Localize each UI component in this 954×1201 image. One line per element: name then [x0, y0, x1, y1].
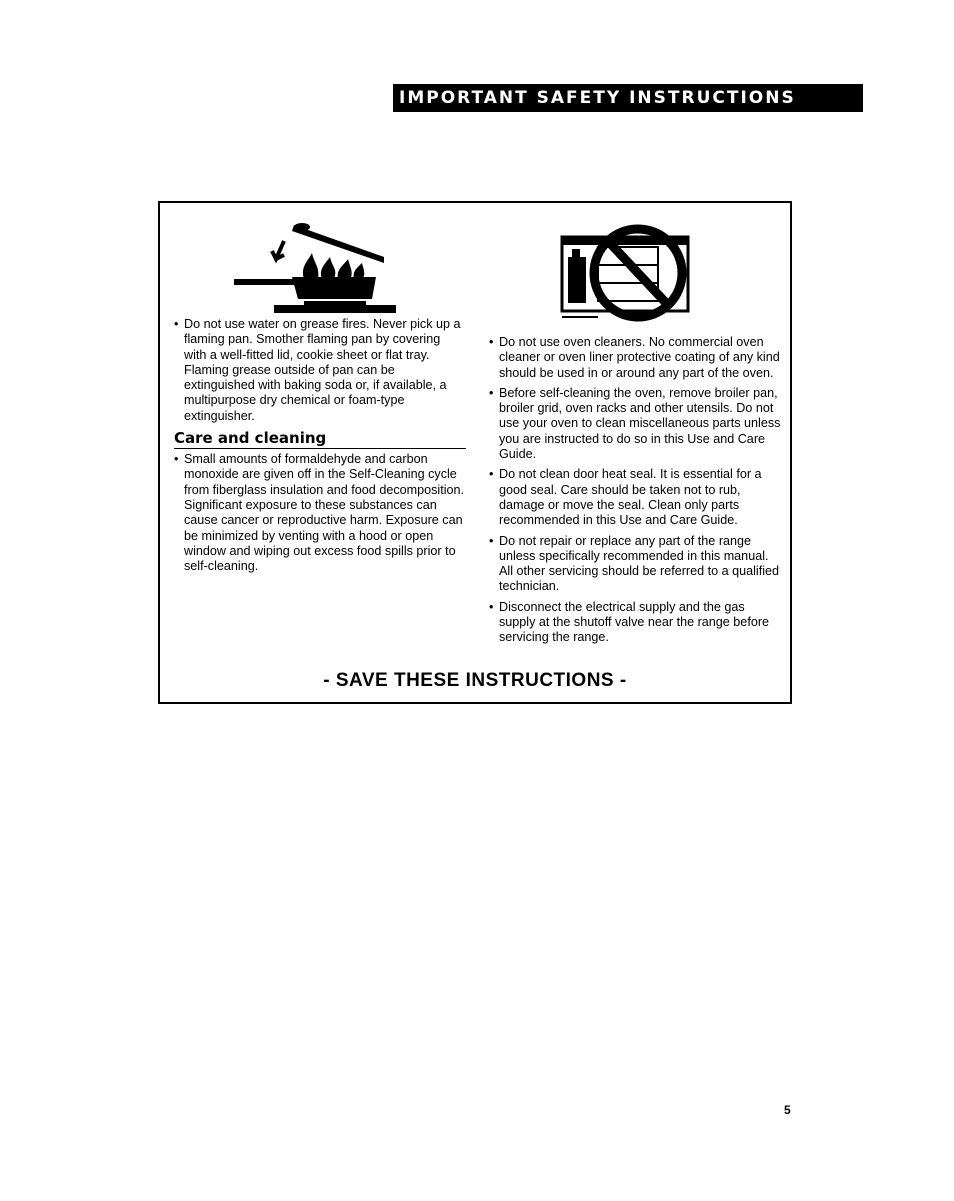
list-item: • Small amounts of formaldehyde and carbon monoxide are given off in the Self-Cleaning cycle from fiberglass insulation and food decomposition. Significant exposure to these substances can cause cancer or reproductive harm. Exposure can be minimized by venting with a hood or open window and wiping out excess food spills prior to self-cleaning.: [174, 452, 466, 574]
save-instructions-banner: - SAVE THESE INSTRUCTIONS -: [323, 670, 627, 691]
left-column: [174, 317, 466, 579]
care-cleaning-heading: Care and cleaning: [174, 429, 466, 449]
list-item: • Disconnect the electrical supply and the gas supply at the shutoff valve near the range before servicing the range.: [489, 600, 781, 646]
right-column: [489, 335, 781, 651]
no-oven-cleaner-icon: [558, 221, 692, 330]
list-item: • Do not use oven cleaners. No commercial oven cleaner or oven liner protective coating of any kind should be used in or around any part of the oven.: [489, 335, 781, 381]
safety-box: [158, 201, 792, 704]
page-number: 5: [784, 1103, 791, 1117]
page-title: IMPORTANT SAFETY INSTRUCTIONS: [393, 84, 863, 112]
list-item: • Do not use water on grease fires. Never pick up a flaming pan. Smother flaming pan by covering with a well-fitted lid, cookie sheet or flat tray. Flaming grease outside of pan can be extinguished with baking soda or, if available, a multipurpose dry chemical or foam-type extinguisher.: [174, 317, 466, 424]
grease-fire-list: [174, 317, 466, 424]
care-cleaning-list: [174, 452, 466, 574]
list-item: • Do not clean door heat seal. It is essential for a good seal. Care should be taken not to rub, damage or move the seal. Clean only parts recommended in this Use and Care Guide.: [489, 467, 781, 528]
oven-safety-list: [489, 335, 781, 646]
list-item: • Do not repair or replace any part of the range unless specifically recommended in this manual. All other servicing should be referred to a qualified technician.: [489, 534, 781, 595]
flaming-pan-lid-icon: [234, 217, 404, 318]
list-item: • Before self-cleaning the oven, remove broiler pan, broiler grid, oven racks and other utensils. Do not use your oven to clean miscellaneous parts unless you are instructed to do so in this Use and Care Guide.: [489, 386, 781, 462]
